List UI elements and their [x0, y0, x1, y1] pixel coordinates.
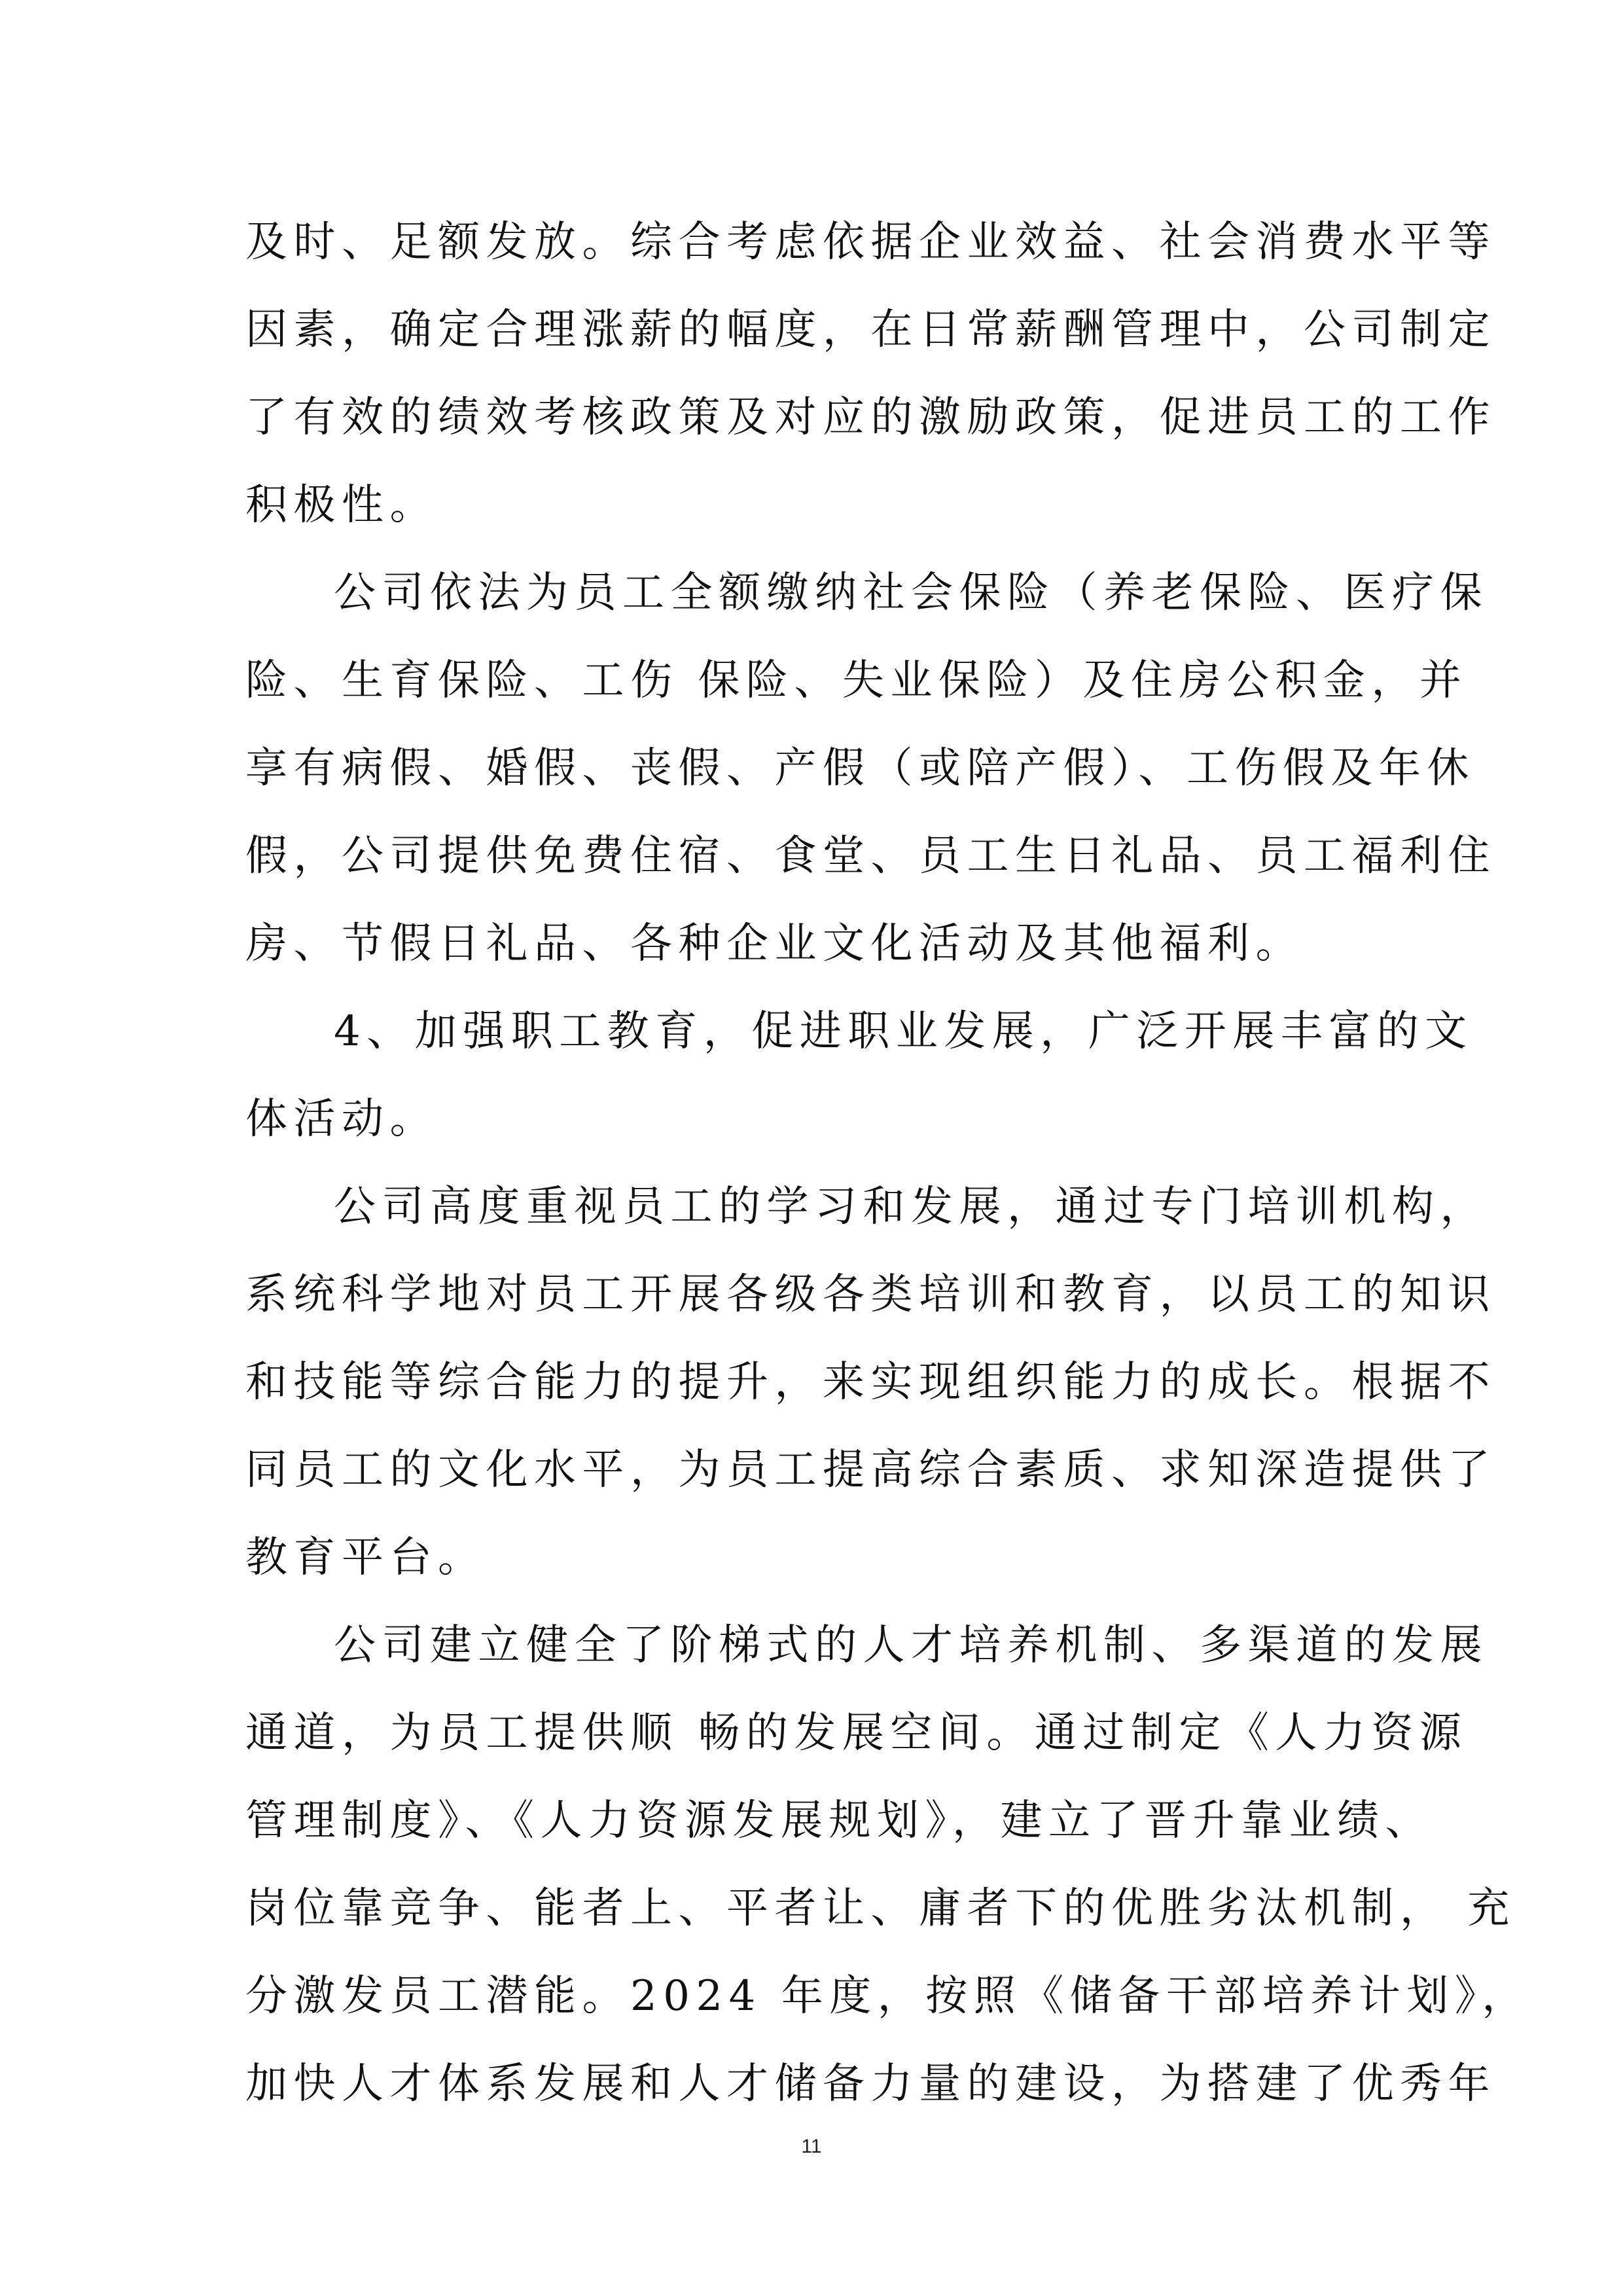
- section-heading-line: 4、加强职工教育，促进职业发展，广泛开展丰富的文: [334, 1007, 1473, 1056]
- text-line: 及时、足额发放。综合考虑依据企业效益、社会消费水平等: [245, 218, 1496, 266]
- text-line: 管理制度》、《人力资源发展规划》，建立了晋升靠业绩、: [245, 1797, 1433, 1845]
- text-line: 通道，为员工提供顺 畅的发展空间。通过制定《人力资源: [245, 1709, 1468, 1757]
- text-line: 享有病假、婚假、丧假、产假（或陪产假）、工伤假及年休: [245, 744, 1475, 793]
- section-heading-line: 体活动。: [245, 1095, 438, 1143]
- text-line: 房、节假日礼品、各种企业文化活动及其他福利。: [245, 920, 1304, 968]
- text-line: 教育平台。: [245, 1534, 486, 1582]
- page-number: 11: [801, 2136, 822, 2157]
- text-line: 假，公司提供免费住宿、食堂、员工生日礼品、员工福利住: [245, 832, 1496, 880]
- text-line: 系统科学地对员工开展各级各类培训和教育，以员工的知识: [245, 1270, 1496, 1319]
- paragraph-first-line: 公司高度重视员工的学习和发展，通过专门培训机构，: [334, 1183, 1488, 1231]
- text-line: 险、生育保险、工伤 保险、失业保险）及住房公积金，并: [245, 656, 1468, 705]
- text-line: 加快人才体系发展和人才储备力量的建设，为搭建了优秀年: [245, 2060, 1496, 2108]
- text-line: 岗位靠竞争、能者上、平者让、庸者下的优胜劣汰机制， 充: [245, 1884, 1516, 1933]
- text-line: 同员工的文化水平，为员工提高综合素质、求知深造提供了: [245, 1446, 1496, 1494]
- text-line: 和技能等综合能力的提升，来实现组织能力的成长。根据不: [245, 1358, 1496, 1407]
- text-line: 分激发员工潜能。2024 年度，按照《储备干部培养计划》，: [245, 1972, 1530, 2020]
- text-line: 了有效的绩效考核政策及对应的激励政策，促进员工的工作: [245, 393, 1496, 442]
- text-line: 积极性。: [245, 481, 438, 529]
- paragraph-first-line: 公司依法为员工全额缴纳社会保险（养老保险、医疗保: [334, 569, 1488, 617]
- paragraph-first-line: 公司建立健全了阶梯式的人才培养机制、多渠道的发展: [334, 1621, 1488, 1670]
- text-line: 因素，确定合理涨薪的幅度，在日常薪酬管理中，公司制定: [245, 306, 1496, 354]
